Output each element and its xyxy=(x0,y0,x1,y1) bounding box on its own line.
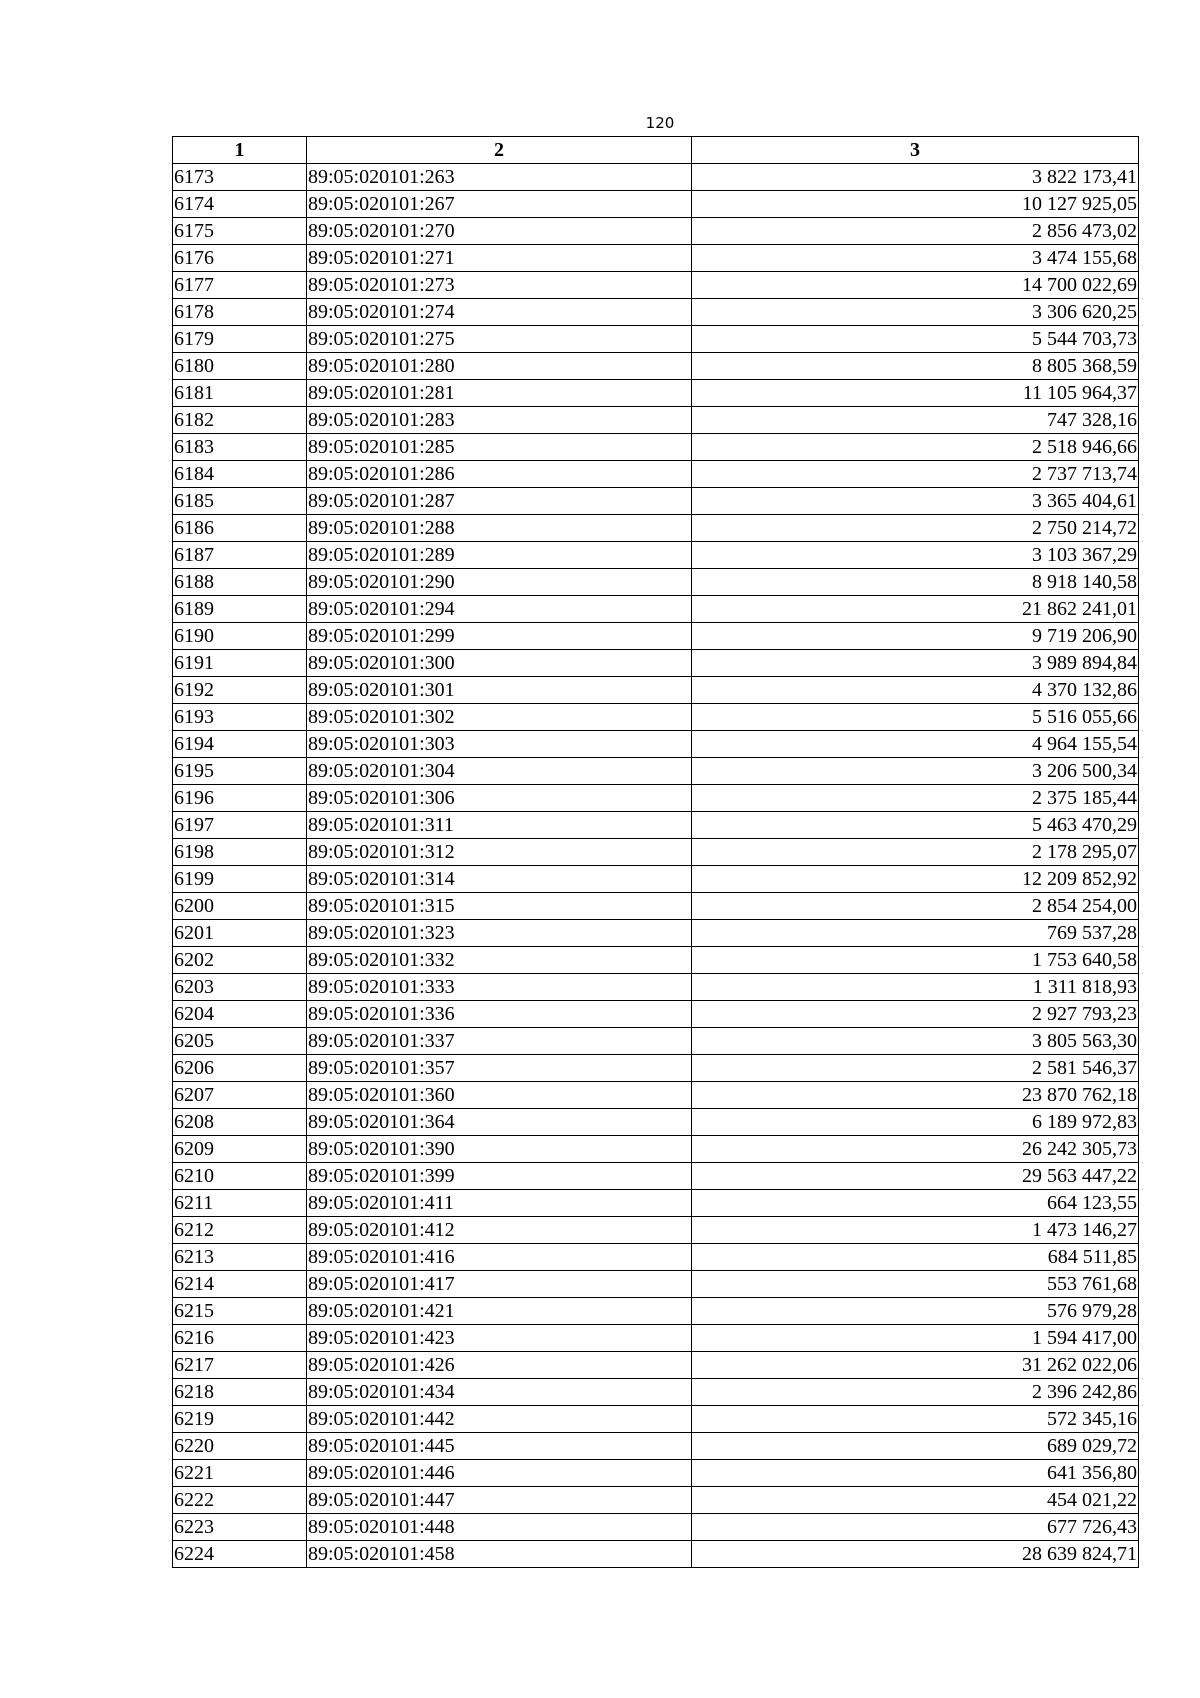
cadastral-number-cell: 89:05:020101:423 xyxy=(307,1325,692,1352)
row-number-cell: 6198 xyxy=(173,839,307,866)
cadastral-number-cell: 89:05:020101:306 xyxy=(307,785,692,812)
value-cell: 3 822 173,41 xyxy=(692,164,1139,191)
value-cell: 2 856 473,02 xyxy=(692,218,1139,245)
value-cell: 6 189 972,83 xyxy=(692,1109,1139,1136)
table-row xyxy=(173,1514,1139,1541)
value-cell: 1 753 640,58 xyxy=(692,947,1139,974)
row-number-cell: 6192 xyxy=(173,677,307,704)
cadastral-number-cell: 89:05:020101:283 xyxy=(307,407,692,434)
value-cell: 2 750 214,72 xyxy=(692,515,1139,542)
cadastral-number-cell: 89:05:020101:275 xyxy=(307,326,692,353)
row-number-cell: 6181 xyxy=(173,380,307,407)
row-number-cell: 6220 xyxy=(173,1433,307,1460)
table-row xyxy=(173,839,1139,866)
table-row xyxy=(173,1190,1139,1217)
row-number-cell: 6207 xyxy=(173,1082,307,1109)
row-number-cell: 6187 xyxy=(173,542,307,569)
row-number-cell: 6215 xyxy=(173,1298,307,1325)
table-row xyxy=(173,1028,1139,1055)
table-row xyxy=(173,245,1139,272)
table-row xyxy=(173,542,1139,569)
value-cell: 2 854 254,00 xyxy=(692,893,1139,920)
table-row xyxy=(173,1136,1139,1163)
row-number-cell: 6186 xyxy=(173,515,307,542)
value-cell: 1 473 146,27 xyxy=(692,1217,1139,1244)
cadastral-number-cell: 89:05:020101:299 xyxy=(307,623,692,650)
row-number-cell: 6195 xyxy=(173,758,307,785)
table-row xyxy=(173,731,1139,758)
row-number-cell: 6214 xyxy=(173,1271,307,1298)
cadastral-number-cell: 89:05:020101:315 xyxy=(307,893,692,920)
data-table-container xyxy=(172,136,1139,1568)
table-row xyxy=(173,1271,1139,1298)
value-cell: 2 178 295,07 xyxy=(692,839,1139,866)
row-number-cell: 6210 xyxy=(173,1163,307,1190)
table-row xyxy=(173,1082,1139,1109)
table-row xyxy=(173,893,1139,920)
cadastral-number-cell: 89:05:020101:289 xyxy=(307,542,692,569)
row-number-cell: 6208 xyxy=(173,1109,307,1136)
table-row xyxy=(173,920,1139,947)
table-row xyxy=(173,1433,1139,1460)
row-number-cell: 6223 xyxy=(173,1514,307,1541)
table-row xyxy=(173,461,1139,488)
row-number-cell: 6197 xyxy=(173,812,307,839)
cadastral-number-cell: 89:05:020101:287 xyxy=(307,488,692,515)
table-row xyxy=(173,650,1139,677)
cadastral-number-cell: 89:05:020101:323 xyxy=(307,920,692,947)
row-number-cell: 6190 xyxy=(173,623,307,650)
table-body xyxy=(173,164,1139,1568)
table-row xyxy=(173,1460,1139,1487)
row-number-cell: 6217 xyxy=(173,1352,307,1379)
value-cell: 4 370 132,86 xyxy=(692,677,1139,704)
cadastral-number-cell: 89:05:020101:357 xyxy=(307,1055,692,1082)
row-number-cell: 6202 xyxy=(173,947,307,974)
table-row xyxy=(173,1109,1139,1136)
value-cell: 684 511,85 xyxy=(692,1244,1139,1271)
table-row xyxy=(173,407,1139,434)
row-number-cell: 6203 xyxy=(173,974,307,1001)
row-number-cell: 6179 xyxy=(173,326,307,353)
row-number-cell: 6221 xyxy=(173,1460,307,1487)
table-row xyxy=(173,218,1139,245)
row-number-cell: 6222 xyxy=(173,1487,307,1514)
value-cell: 2 927 793,23 xyxy=(692,1001,1139,1028)
value-cell: 572 345,16 xyxy=(692,1406,1139,1433)
value-cell: 576 979,28 xyxy=(692,1298,1139,1325)
table-row xyxy=(173,1352,1139,1379)
cadastral-number-cell: 89:05:020101:290 xyxy=(307,569,692,596)
table-row xyxy=(173,164,1139,191)
cadastral-number-cell: 89:05:020101:445 xyxy=(307,1433,692,1460)
row-number-cell: 6201 xyxy=(173,920,307,947)
cadastral-number-cell: 89:05:020101:446 xyxy=(307,1460,692,1487)
value-cell: 3 989 894,84 xyxy=(692,650,1139,677)
value-cell: 1 311 818,93 xyxy=(692,974,1139,1001)
table-row xyxy=(173,434,1139,461)
value-cell: 3 206 500,34 xyxy=(692,758,1139,785)
row-number-cell: 6178 xyxy=(173,299,307,326)
row-number-cell: 6182 xyxy=(173,407,307,434)
table-row xyxy=(173,596,1139,623)
cadastral-number-cell: 89:05:020101:332 xyxy=(307,947,692,974)
cadastral-number-cell: 89:05:020101:426 xyxy=(307,1352,692,1379)
table-row xyxy=(173,866,1139,893)
value-cell: 5 516 055,66 xyxy=(692,704,1139,731)
cadastral-number-cell: 89:05:020101:274 xyxy=(307,299,692,326)
cadastral-number-cell: 89:05:020101:285 xyxy=(307,434,692,461)
row-number-cell: 6194 xyxy=(173,731,307,758)
row-number-cell: 6199 xyxy=(173,866,307,893)
cadastral-number-cell: 89:05:020101:360 xyxy=(307,1082,692,1109)
table-row xyxy=(173,1001,1139,1028)
cadastral-number-cell: 89:05:020101:448 xyxy=(307,1514,692,1541)
cadastral-number-cell: 89:05:020101:416 xyxy=(307,1244,692,1271)
table-row xyxy=(173,326,1139,353)
value-cell: 1 594 417,00 xyxy=(692,1325,1139,1352)
table-row xyxy=(173,1379,1139,1406)
row-number-cell: 6189 xyxy=(173,596,307,623)
cadastral-number-cell: 89:05:020101:442 xyxy=(307,1406,692,1433)
row-number-cell: 6200 xyxy=(173,893,307,920)
value-cell: 2 581 546,37 xyxy=(692,1055,1139,1082)
column-header-2: 2 xyxy=(307,137,692,164)
cadastral-number-cell: 89:05:020101:288 xyxy=(307,515,692,542)
row-number-cell: 6180 xyxy=(173,353,307,380)
column-header-1: 1 xyxy=(173,137,307,164)
table-row xyxy=(173,974,1139,1001)
value-cell: 26 242 305,73 xyxy=(692,1136,1139,1163)
cadastral-number-cell: 89:05:020101:267 xyxy=(307,191,692,218)
value-cell: 4 964 155,54 xyxy=(692,731,1139,758)
table-row xyxy=(173,677,1139,704)
cadastral-number-cell: 89:05:020101:337 xyxy=(307,1028,692,1055)
table-row xyxy=(173,488,1139,515)
row-number-cell: 6174 xyxy=(173,191,307,218)
cadastral-number-cell: 89:05:020101:303 xyxy=(307,731,692,758)
value-cell: 23 870 762,18 xyxy=(692,1082,1139,1109)
value-cell: 3 306 620,25 xyxy=(692,299,1139,326)
cadastral-number-cell: 89:05:020101:271 xyxy=(307,245,692,272)
value-cell: 3 365 404,61 xyxy=(692,488,1139,515)
cadastral-number-cell: 89:05:020101:281 xyxy=(307,380,692,407)
cadastral-number-cell: 89:05:020101:302 xyxy=(307,704,692,731)
row-number-cell: 6219 xyxy=(173,1406,307,1433)
value-cell: 28 639 824,71 xyxy=(692,1541,1139,1568)
cadastral-number-cell: 89:05:020101:412 xyxy=(307,1217,692,1244)
value-cell: 747 328,16 xyxy=(692,407,1139,434)
row-number-cell: 6191 xyxy=(173,650,307,677)
table-row xyxy=(173,1217,1139,1244)
value-cell: 11 105 964,37 xyxy=(692,380,1139,407)
value-cell: 3 805 563,30 xyxy=(692,1028,1139,1055)
cadastral-number-cell: 89:05:020101:417 xyxy=(307,1271,692,1298)
row-number-cell: 6204 xyxy=(173,1001,307,1028)
row-number-cell: 6184 xyxy=(173,461,307,488)
value-cell: 9 719 206,90 xyxy=(692,623,1139,650)
row-number-cell: 6175 xyxy=(173,218,307,245)
cadastral-number-cell: 89:05:020101:411 xyxy=(307,1190,692,1217)
row-number-cell: 6183 xyxy=(173,434,307,461)
table-row xyxy=(173,623,1139,650)
value-cell: 2 396 242,86 xyxy=(692,1379,1139,1406)
cadastral-number-cell: 89:05:020101:458 xyxy=(307,1541,692,1568)
row-number-cell: 6188 xyxy=(173,569,307,596)
cadastral-number-cell: 89:05:020101:294 xyxy=(307,596,692,623)
value-cell: 31 262 022,06 xyxy=(692,1352,1139,1379)
row-number-cell: 6193 xyxy=(173,704,307,731)
cadastral-number-cell: 89:05:020101:280 xyxy=(307,353,692,380)
table-row xyxy=(173,272,1139,299)
row-number-cell: 6224 xyxy=(173,1541,307,1568)
cadastral-number-cell: 89:05:020101:286 xyxy=(307,461,692,488)
value-cell: 8 805 368,59 xyxy=(692,353,1139,380)
row-number-cell: 6218 xyxy=(173,1379,307,1406)
table-row xyxy=(173,380,1139,407)
cadastral-number-cell: 89:05:020101:399 xyxy=(307,1163,692,1190)
table-row xyxy=(173,1487,1139,1514)
value-cell: 769 537,28 xyxy=(692,920,1139,947)
row-number-cell: 6216 xyxy=(173,1325,307,1352)
table-row xyxy=(173,1244,1139,1271)
value-cell: 3 474 155,68 xyxy=(692,245,1139,272)
value-cell: 5 463 470,29 xyxy=(692,812,1139,839)
value-cell: 12 209 852,92 xyxy=(692,866,1139,893)
value-cell: 2 375 185,44 xyxy=(692,785,1139,812)
value-cell: 454 021,22 xyxy=(692,1487,1139,1514)
row-number-cell: 6173 xyxy=(173,164,307,191)
value-cell: 8 918 140,58 xyxy=(692,569,1139,596)
table-row xyxy=(173,1055,1139,1082)
value-cell: 689 029,72 xyxy=(692,1433,1139,1460)
value-cell: 2 518 946,66 xyxy=(692,434,1139,461)
value-cell: 677 726,43 xyxy=(692,1514,1139,1541)
table-row xyxy=(173,191,1139,218)
table-row xyxy=(173,704,1139,731)
row-number-cell: 6205 xyxy=(173,1028,307,1055)
row-number-cell: 6211 xyxy=(173,1190,307,1217)
table-row xyxy=(173,1406,1139,1433)
row-number-cell: 6209 xyxy=(173,1136,307,1163)
row-number-cell: 6185 xyxy=(173,488,307,515)
table-row xyxy=(173,1298,1139,1325)
row-number-cell: 6212 xyxy=(173,1217,307,1244)
value-cell: 2 737 713,74 xyxy=(692,461,1139,488)
cadastral-number-cell: 89:05:020101:314 xyxy=(307,866,692,893)
cadastral-number-cell: 89:05:020101:273 xyxy=(307,272,692,299)
value-cell: 14 700 022,69 xyxy=(692,272,1139,299)
row-number-cell: 6177 xyxy=(173,272,307,299)
value-cell: 641 356,80 xyxy=(692,1460,1139,1487)
cadastral-number-cell: 89:05:020101:300 xyxy=(307,650,692,677)
data-table xyxy=(172,136,1139,1568)
row-number-cell: 6196 xyxy=(173,785,307,812)
cadastral-number-cell: 89:05:020101:447 xyxy=(307,1487,692,1514)
value-cell: 21 862 241,01 xyxy=(692,596,1139,623)
row-number-cell: 6176 xyxy=(173,245,307,272)
cadastral-number-cell: 89:05:020101:390 xyxy=(307,1136,692,1163)
table-row xyxy=(173,569,1139,596)
cadastral-number-cell: 89:05:020101:312 xyxy=(307,839,692,866)
table-row xyxy=(173,353,1139,380)
value-cell: 553 761,68 xyxy=(692,1271,1139,1298)
cadastral-number-cell: 89:05:020101:263 xyxy=(307,164,692,191)
table-header-row xyxy=(173,137,1139,164)
row-number-cell: 6213 xyxy=(173,1244,307,1271)
value-cell: 3 103 367,29 xyxy=(692,542,1139,569)
table-row xyxy=(173,299,1139,326)
value-cell: 10 127 925,05 xyxy=(692,191,1139,218)
table-row xyxy=(173,1541,1139,1568)
table-row xyxy=(173,785,1139,812)
row-number-cell: 6206 xyxy=(173,1055,307,1082)
cadastral-number-cell: 89:05:020101:333 xyxy=(307,974,692,1001)
value-cell: 29 563 447,22 xyxy=(692,1163,1139,1190)
cadastral-number-cell: 89:05:020101:270 xyxy=(307,218,692,245)
cadastral-number-cell: 89:05:020101:301 xyxy=(307,677,692,704)
cadastral-number-cell: 89:05:020101:311 xyxy=(307,812,692,839)
table-row xyxy=(173,812,1139,839)
table-row xyxy=(173,758,1139,785)
cadastral-number-cell: 89:05:020101:421 xyxy=(307,1298,692,1325)
cadastral-number-cell: 89:05:020101:364 xyxy=(307,1109,692,1136)
table-row xyxy=(173,947,1139,974)
value-cell: 5 544 703,73 xyxy=(692,326,1139,353)
table-row xyxy=(173,1325,1139,1352)
cadastral-number-cell: 89:05:020101:434 xyxy=(307,1379,692,1406)
table-row xyxy=(173,515,1139,542)
cadastral-number-cell: 89:05:020101:336 xyxy=(307,1001,692,1028)
value-cell: 664 123,55 xyxy=(692,1190,1139,1217)
cadastral-number-cell: 89:05:020101:304 xyxy=(307,758,692,785)
page-number: 120 xyxy=(645,114,675,132)
column-header-3: 3 xyxy=(692,137,1139,164)
table-row xyxy=(173,1163,1139,1190)
